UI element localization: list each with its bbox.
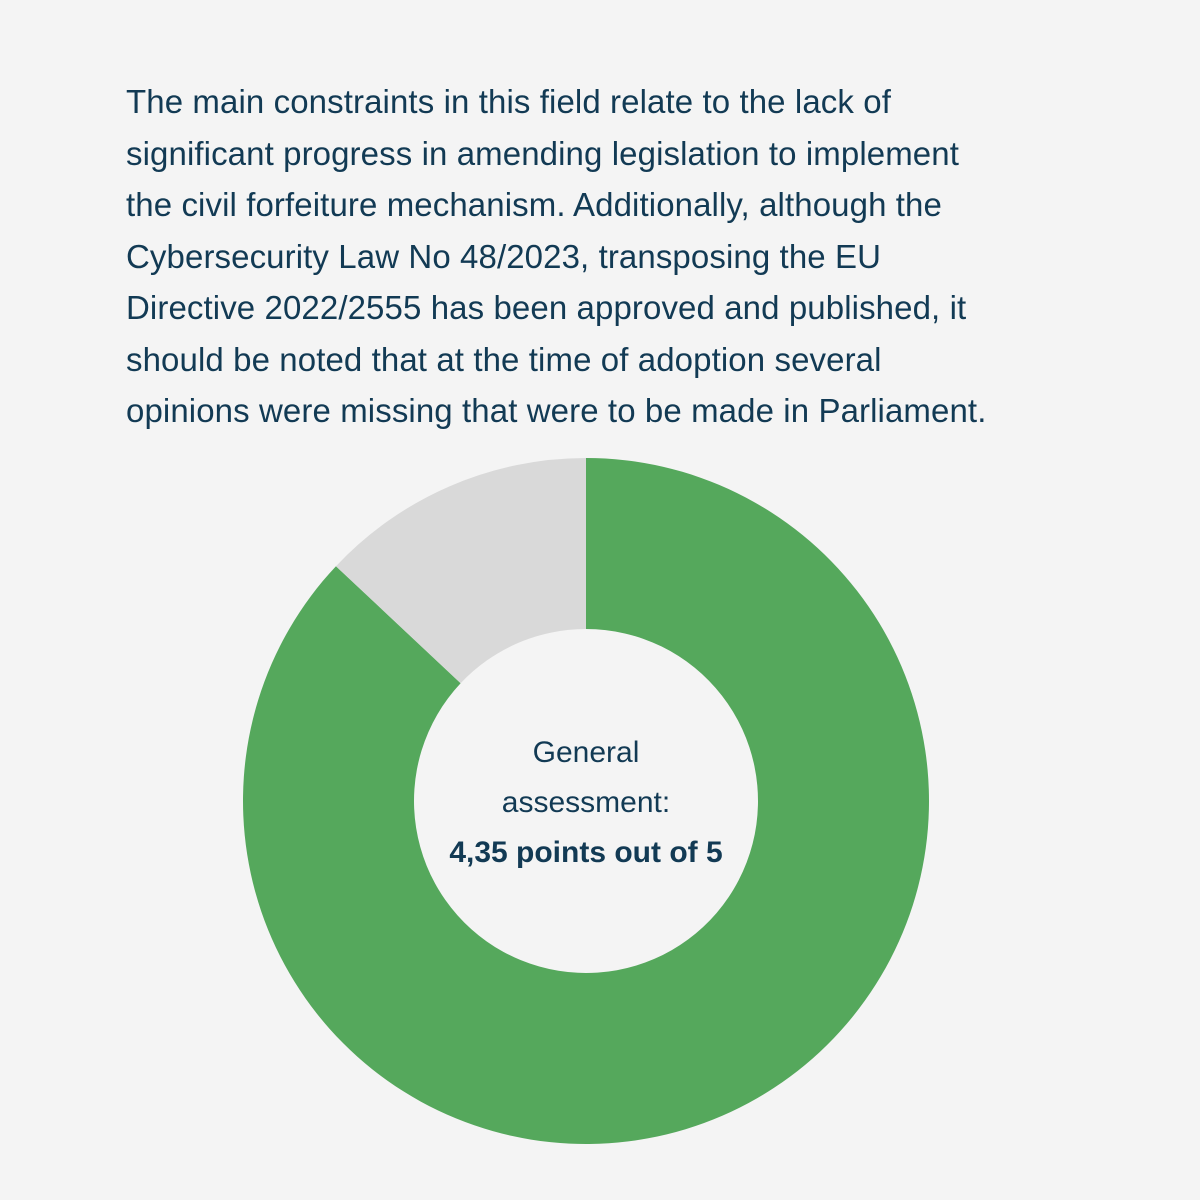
paragraph-line: the civil forfeiture mechanism. Additionally, although the — [126, 186, 942, 223]
paragraph-line: Cybersecurity Law No 48/2023, transposing the EU — [126, 237, 882, 275]
paragraph-line: significant progress in amending legislation to implement — [126, 134, 959, 172]
assessment-label-line2: assessment: — [501, 786, 671, 819]
paragraph-line: Directive 2022/2555 has been approved and published, it — [126, 289, 967, 326]
paragraph-line: The main constraints in this field relate to the lack of — [126, 83, 891, 120]
paragraph-line: should be noted that at the time of adoption several — [126, 340, 882, 378]
donut-center-label — [420, 728, 752, 878]
assessment-label-line1: General — [532, 736, 640, 769]
assessment-score: 4,35 points out of 5 — [449, 836, 723, 869]
paragraph-line: opinions were missing that were to be made in Parliament. — [126, 392, 987, 429]
